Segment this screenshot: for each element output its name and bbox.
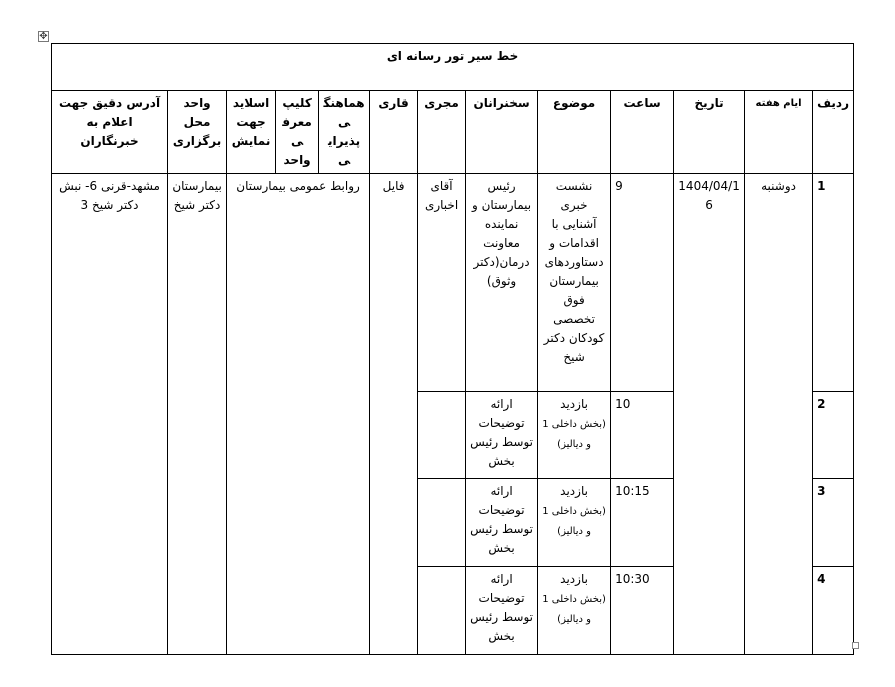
- time-cell: 10:30: [611, 567, 674, 655]
- header-reader: قاری: [370, 91, 418, 174]
- host-cell: آقای اخباری: [418, 174, 466, 392]
- subject-text: بازدید: [560, 484, 588, 498]
- time-cell: 9: [611, 174, 674, 392]
- speakers-cell: رئیس بیمارستان و نماینده معاونت درمان(دکتر وثوق): [466, 174, 538, 392]
- time-cell: 10:15: [611, 479, 674, 567]
- header-address: آدرس دقیق جهت اعلام به خبرنگاران: [52, 91, 168, 174]
- row-number: 1: [813, 174, 854, 392]
- media-tour-table: [51, 43, 854, 655]
- header-reception: هماهنگی پذیرایی: [319, 91, 370, 174]
- subject-cell: [538, 392, 611, 479]
- header-host: مجری: [418, 91, 466, 174]
- address-cell: مشهد-قرنی 6- نبش دکتر شیخ 3: [52, 174, 168, 655]
- header-weekday: ایام هفته: [745, 91, 813, 174]
- venue-cell: بیمارستان دکتر شیخ: [168, 174, 227, 655]
- header-slides: اسلاید جهت نمایش: [227, 91, 276, 174]
- subject-cell: [538, 479, 611, 567]
- subject-detail: (بخش داخلی 1 و دیالیز): [542, 419, 606, 450]
- host-cell: [418, 479, 466, 567]
- header-date: تاریخ: [674, 91, 745, 174]
- date-cell: 1404/04/16: [674, 174, 745, 655]
- host-cell: [418, 392, 466, 479]
- header-speakers: سخنرانان: [466, 91, 538, 174]
- time-cell: 10: [611, 392, 674, 479]
- speakers-cell: ارائه توضیحات توسط رئیس بخش: [466, 567, 538, 655]
- subject-text: بازدید: [560, 397, 588, 411]
- weekday-cell: دوشنبه: [745, 174, 813, 655]
- reader-cell: فایل: [370, 174, 418, 655]
- host-cell: [418, 567, 466, 655]
- subject-text: نشست خبری آشنایی با اقدامات و دستاوردهای بیمارستان فوق تخصصی کودکان دکتر شیخ: [543, 179, 605, 364]
- subject-cell: [538, 174, 611, 392]
- row-number: 3: [813, 479, 854, 567]
- header-venue: واحد محل برگزاری: [168, 91, 227, 174]
- speakers-cell: ارائه توضیحات توسط رئیس بخش: [466, 392, 538, 479]
- header-clip: کلیپ معرفی واحد: [276, 91, 319, 174]
- header-subject: موضوع: [538, 91, 611, 174]
- row-number: 4: [813, 567, 854, 655]
- table-move-handle[interactable]: ✥: [39, 31, 48, 42]
- table-resize-handle[interactable]: [852, 642, 859, 649]
- row-number: 2: [813, 392, 854, 479]
- subject-detail: (بخش داخلی 1 و دیالیز): [542, 594, 606, 625]
- subject-text: بازدید: [560, 572, 588, 586]
- coordination-cell: روابط عمومی بیمارستان: [227, 174, 370, 655]
- table-title: خط سیر تور رسانه ای: [52, 44, 854, 91]
- subject-detail: (بخش داخلی 1 و دیالیز): [542, 506, 606, 537]
- header-row-number: ردیف: [813, 91, 854, 174]
- subject-cell: [538, 567, 611, 655]
- speakers-cell: ارائه توضیحات توسط رئیس بخش: [466, 479, 538, 567]
- header-time: ساعت: [611, 91, 674, 174]
- table-row: [52, 174, 854, 392]
